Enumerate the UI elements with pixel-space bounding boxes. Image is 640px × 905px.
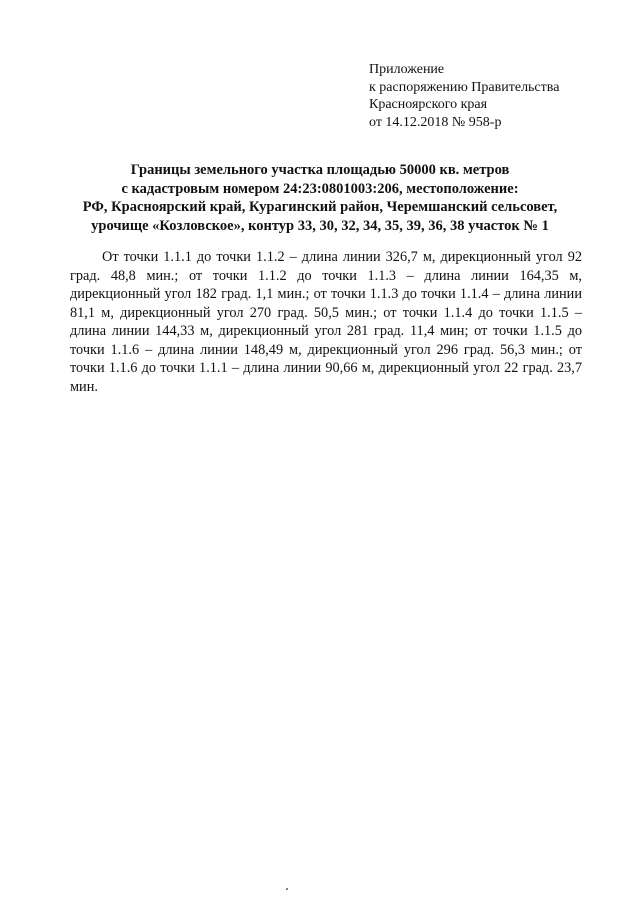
appendix-block: [369, 61, 619, 131]
title-line-4: урочище «Козловское», контур 33, 30, 32, 34, 35, 39, 36, 38 участок № 1: [91, 217, 549, 234]
title-line-2: с кадастровым номером 24:23:0801003:206, местоположение:: [121, 180, 519, 197]
boundary-description-paragraph: От точки 1.1.1 до точки 1.1.2 – длина линии 326,7 м, дирекционный угол 92 град. 48,8 мин.; от точки 1.1.2 до точки 1.1.3 – длина линии 164,35 м, дирекционный угол 182 град. 1,1 мин.; от точки 1.1.3 до точки 1.1.4 – длина линии 81,1 м, дирекционный угол 270 град. 50,5 мин.; от точки 1.1.4 до точки 1.1.5 – длина линии 144,33 м, дирекционный угол 281 град. 11,4 мин; от точки 1.1.5 до точки 1.1.6 – длина линии 148,49 м, дирекционный угол 296 град. 56,3 мин.; от точки 1.1.6 до точки 1.1.1 – длина линии 90,66 м, дирекционный угол 22 град. 23,7 мин.: [70, 249, 582, 395]
appendix-decree-reference: к распоряжению Правительства: [369, 79, 560, 95]
appendix-label: Приложение: [369, 62, 445, 77]
appendix-region: Красноярского края: [369, 97, 488, 112]
scan-speck: [286, 888, 288, 890]
appendix-date-number: от 14.12.2018 № 958-р: [369, 114, 502, 130]
title-line-3: РФ, Красноярский край, Курагинский район, Черемшанский сельсовет,: [82, 199, 558, 215]
title-line-1: Границы земельного участка площадью 50000 кв. метров: [130, 162, 510, 178]
document-title: [40, 161, 600, 235]
